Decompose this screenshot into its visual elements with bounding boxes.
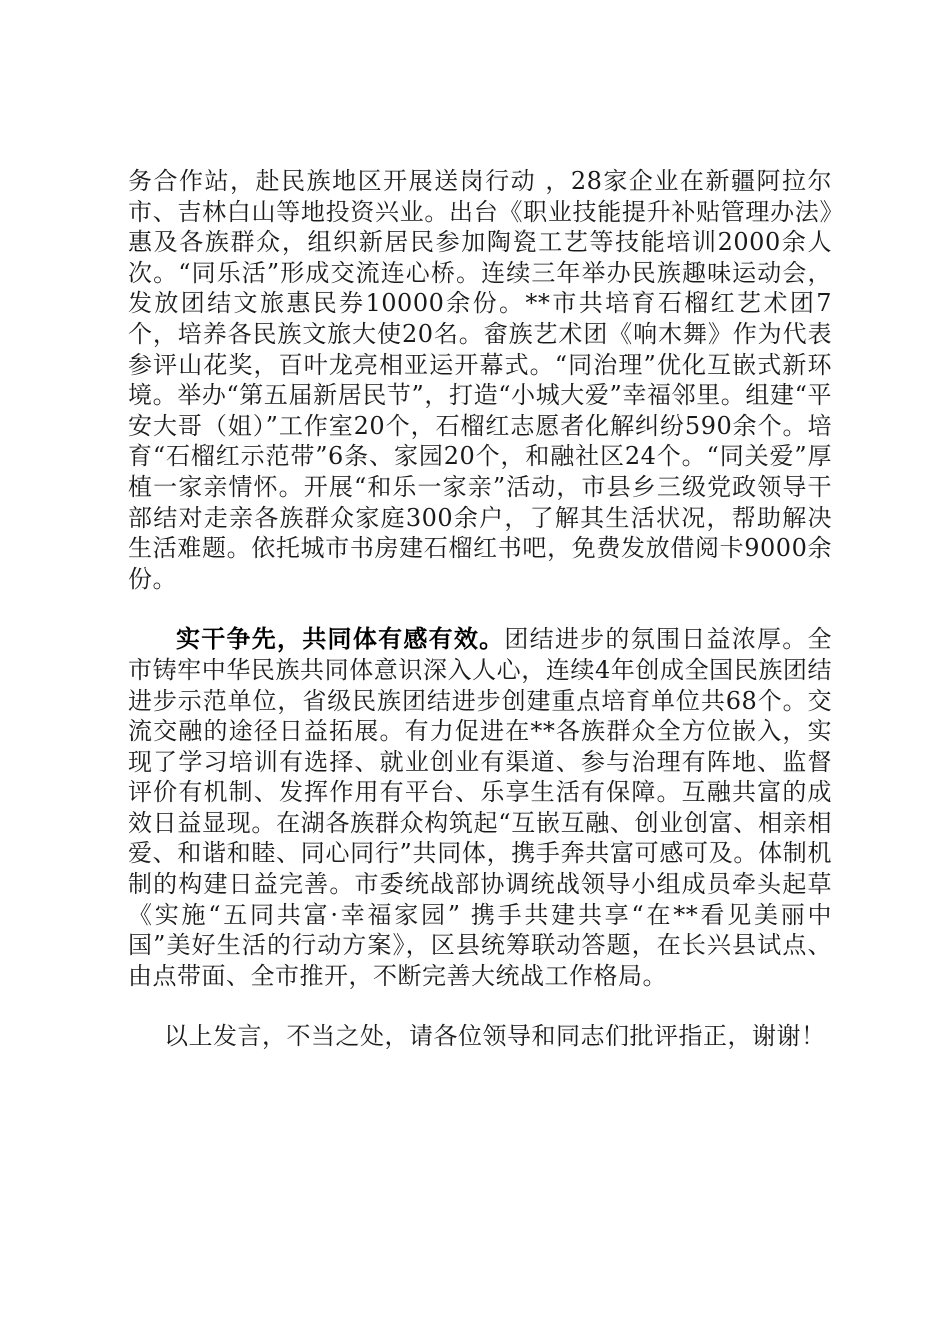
paragraph-lead-heading: 实干争先，共同体有感有效。	[176, 624, 505, 654]
paragraph-closing	[128, 1021, 832, 1052]
paragraph-text: 以上发言，不当之处，请各位领导和同志们批评指正，谢谢！	[164, 1022, 826, 1051]
paragraph-achievements	[128, 624, 832, 991]
paragraph-continuation	[128, 166, 832, 594]
document-body	[128, 166, 832, 1052]
paragraph-text: 务合作站，赴民族地区开展送岗行动 ，28家企业在新疆阿拉尔市、吉林白山等地投资兴业。出台《职业技能提升补贴管理办法》惠及各族群众，组织新居民参加陶瓷工艺等技能培训2000余人次。“同乐活”形成交流连心桥。连续三年举办民族趣味运动会，发放团结文旅惠民券10000余份。**市共培育石榴红艺术团7个，培养各民族文旅大使20名。畲族艺术团《响木舞》作为代表参评山花奖，百叶龙亮相亚运开幕式。“同治理”优化互嵌式新环境。举办“第五届新居民节”，打造“小城大爱”幸福邻里。组建“平安大哥（姐）”工作室20个，石榴红志愿者化解纠纷590余个。培育“石榴红示范带”6条、家园20个，和融社区24个。“同关爱”厚植一家亲情怀。开展“和乐一家亲”活动，市县乡三级党政领导干部结对走亲各族群众家庭300余户，了解其生活状况，帮助解决生活难题。依托城市书房建石榴红书吧，免费发放借阅卡9000余份。	[128, 167, 832, 593]
paragraph-text: 团结进步的氛围日益浓厚。全市铸牢中华民族共同体意识深入人心，连续4年创成全国民族团结进步示范单位，省级民族团结进步创建重点培育单位共68个。交流交融的途径日益拓展。有力促进在**各族群众全方位嵌入，实现了学习培训有选择、就业创业有渠道、参与治理有阵地、监督评价有机制、发挥作用有平台、乐享生活有保障。互融共富的成效日益显现。在湖各族群众构筑起“互嵌互融、创业创富、相亲相爱、和谐和睦、同心同行”共同体，携手奔共富可感可及。体制机制的构建日益完善。市委统战部协调统战领导小组成员牵头起草《实施“五同共富·幸福家园” 携手共建共享“在**看见美丽中国”美好生活的行动方案》，区县统筹联动答题，在长兴县试点、由点带面、全市推开，不断完善大统战工作格局。	[128, 625, 833, 990]
